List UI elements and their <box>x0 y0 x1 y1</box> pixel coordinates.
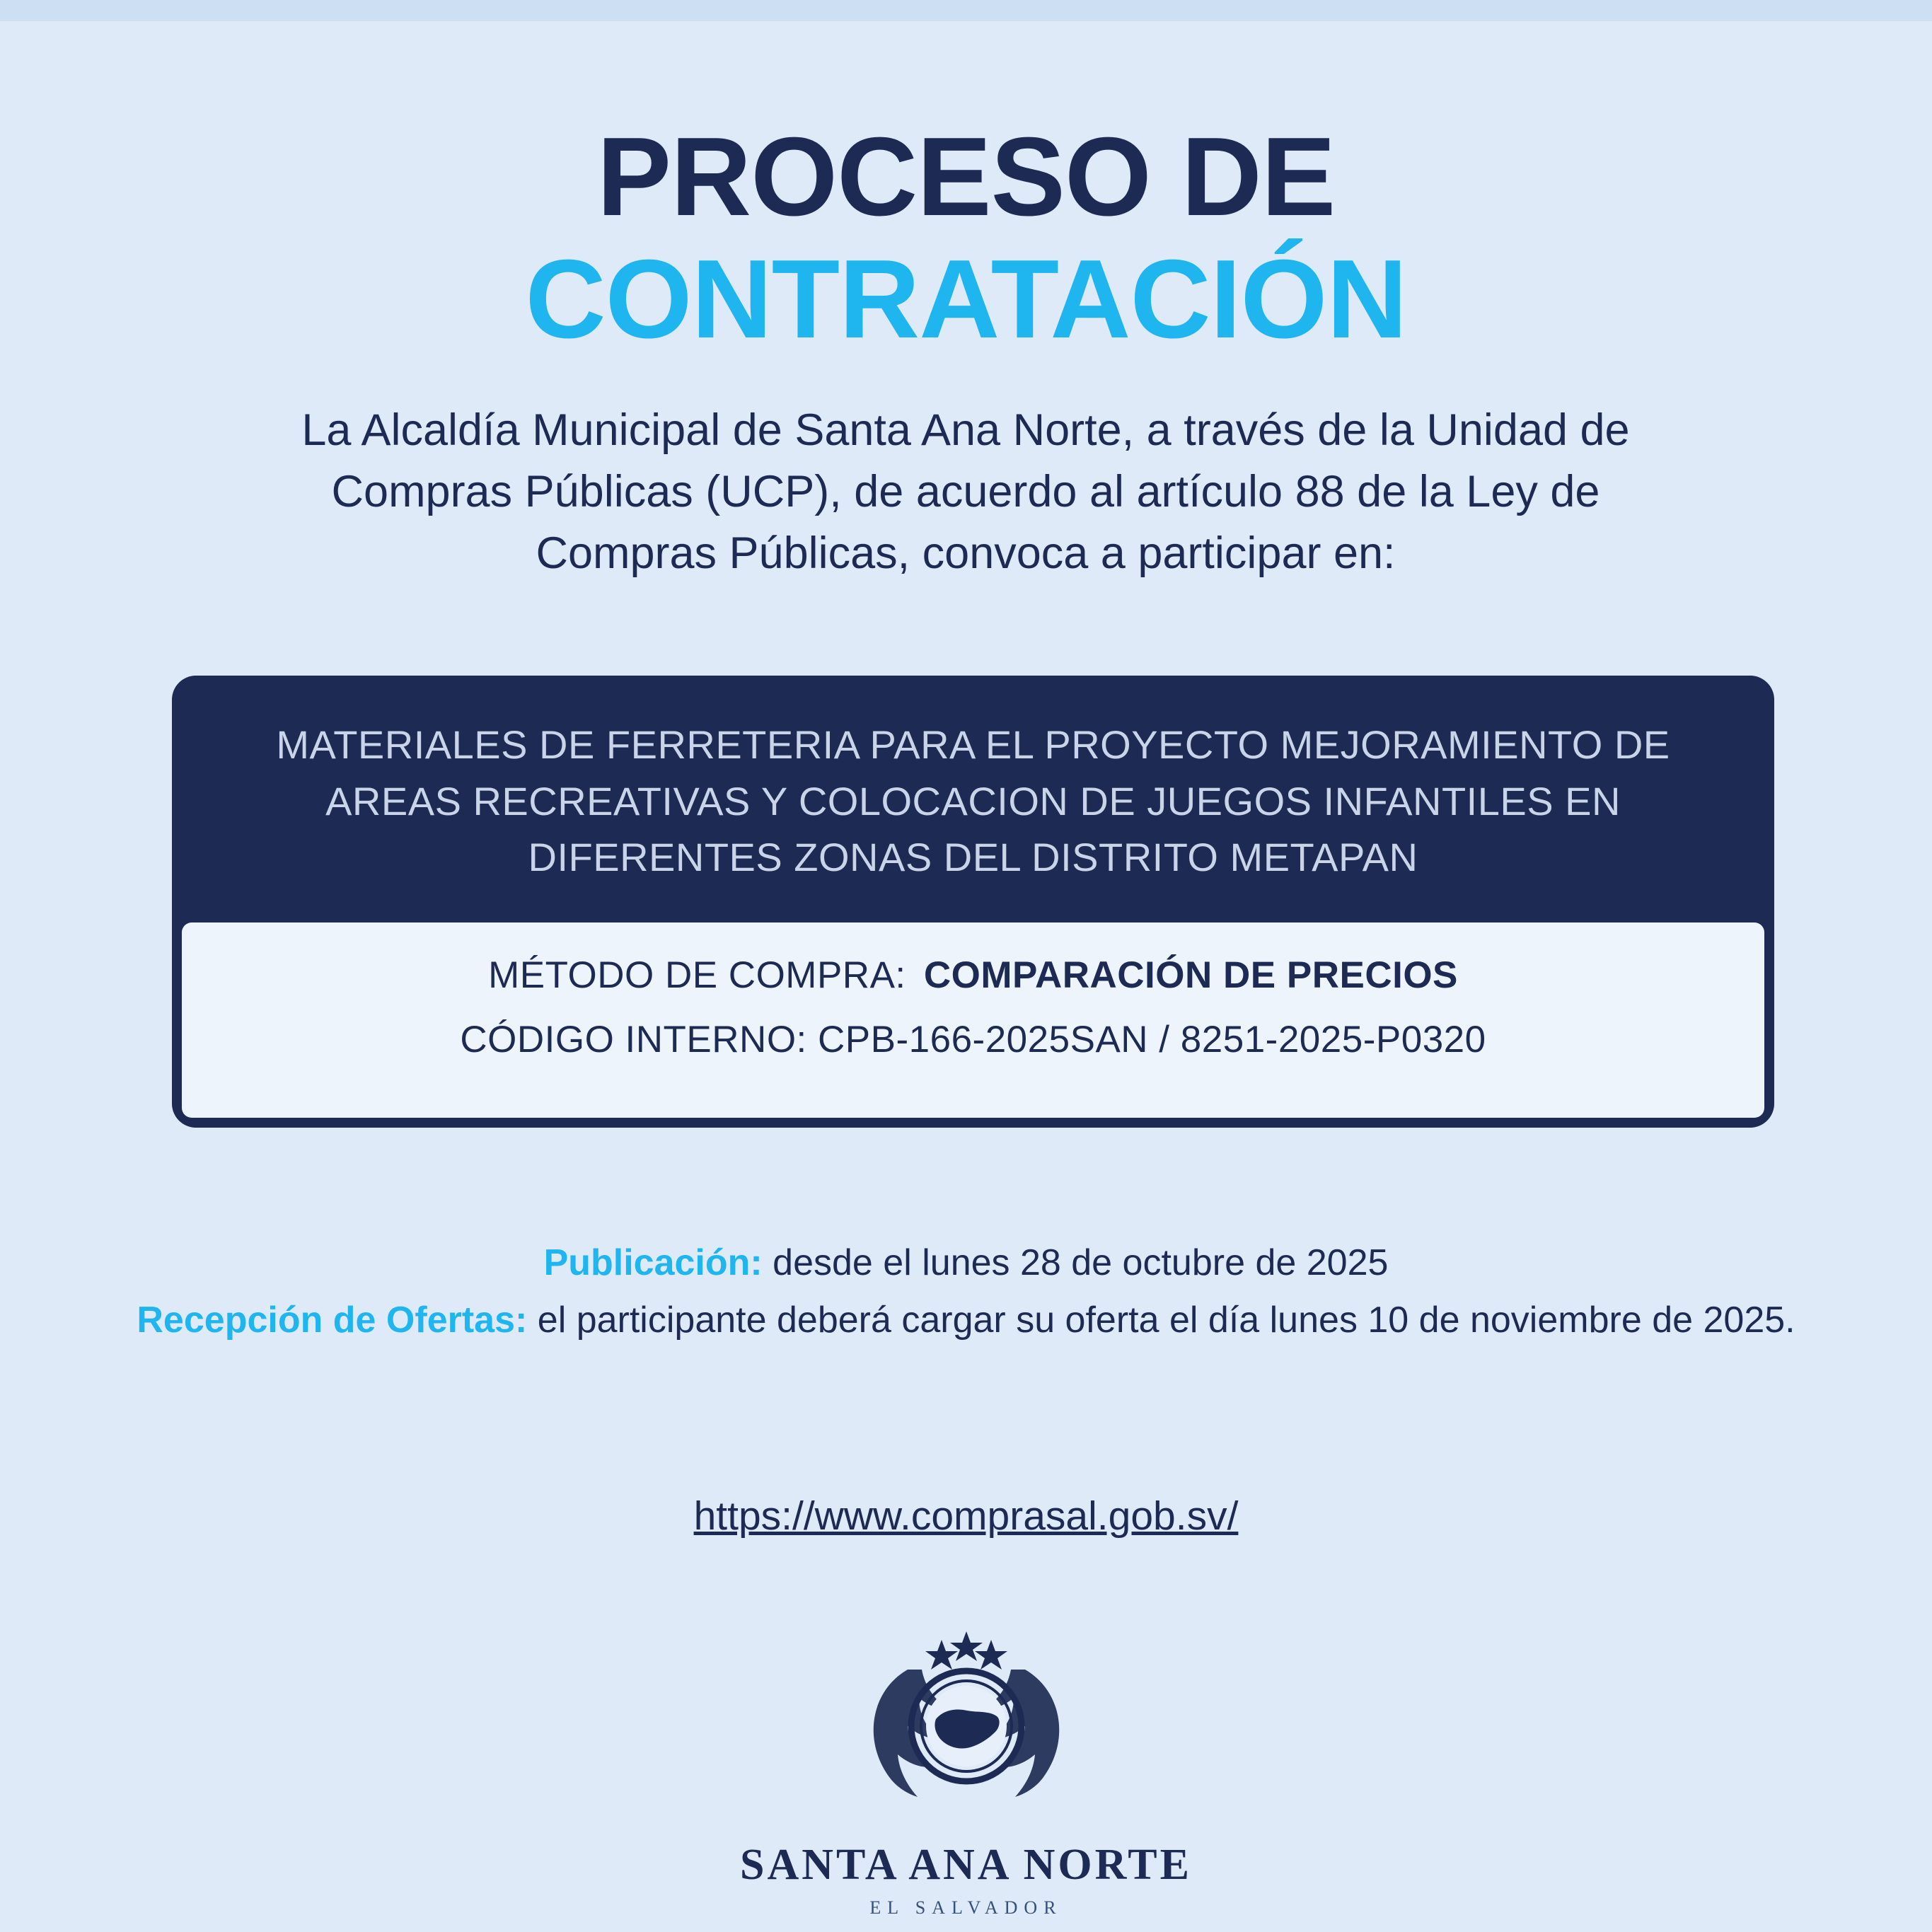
intro-paragraph: La Alcaldía Municipal de Santa Ana Norte, a través de la Unidad de Compras Públicas (UCP), de acuerdo al artículo 88 de la Ley de Compras Públicas, convoca a participar en: <box>301 405 1630 578</box>
dates-block <box>0 1234 1932 1348</box>
purchase-method-value: COMPARACIÓN DE PRECIOS <box>923 954 1458 996</box>
publication-value: desde el lunes 28 de octubre de 2025 <box>773 1242 1389 1283</box>
purchase-method-label: MÉTODO DE COMPRA: <box>488 954 906 996</box>
tender-details <box>182 922 1764 1118</box>
top-accent-strip <box>0 0 1932 21</box>
logo-name: SANTA ANA NORTE <box>740 1841 1192 1889</box>
title-line-1: PROCESO DE <box>596 115 1336 239</box>
external-link-wrapper <box>0 1493 1932 1539</box>
internal-code-row: CÓDIGO INTERNO: CPB-166-2025SAN / 8251-2025-P0320 <box>460 1018 1486 1060</box>
title-line-2: CONTRATACIÓN <box>525 237 1407 362</box>
tender-object-title: MATERIALES DE FERRETERIA PARA EL PROYECTO MEJORAMIENTO DE AREAS RECREATIVAS Y COLOCACION DE JUEGOS INFANTILES EN DIFERENTES ZONAS DEL DISTRITO METAPAN <box>276 722 1670 880</box>
tender-card <box>172 676 1774 1128</box>
municipality-logo <box>0 1620 1932 1919</box>
logo-subtitle: EL SALVADOR <box>869 1897 1063 1918</box>
comprasal-link[interactable]: https://www.comprasal.gob.sv/ <box>693 1493 1239 1539</box>
coat-of-arms-icon <box>828 1620 1104 1832</box>
purchase-method-row <box>217 954 1729 997</box>
publication-label: Publicación: <box>543 1242 763 1283</box>
reception-label: Recepción de Ofertas: <box>137 1299 528 1341</box>
page-title <box>0 115 1932 362</box>
reception-value: el participante deberá cargar su oferta el día lunes 10 de noviembre de 2025. <box>537 1299 1795 1341</box>
reception-row <box>0 1292 1932 1349</box>
publication-row <box>0 1234 1932 1292</box>
